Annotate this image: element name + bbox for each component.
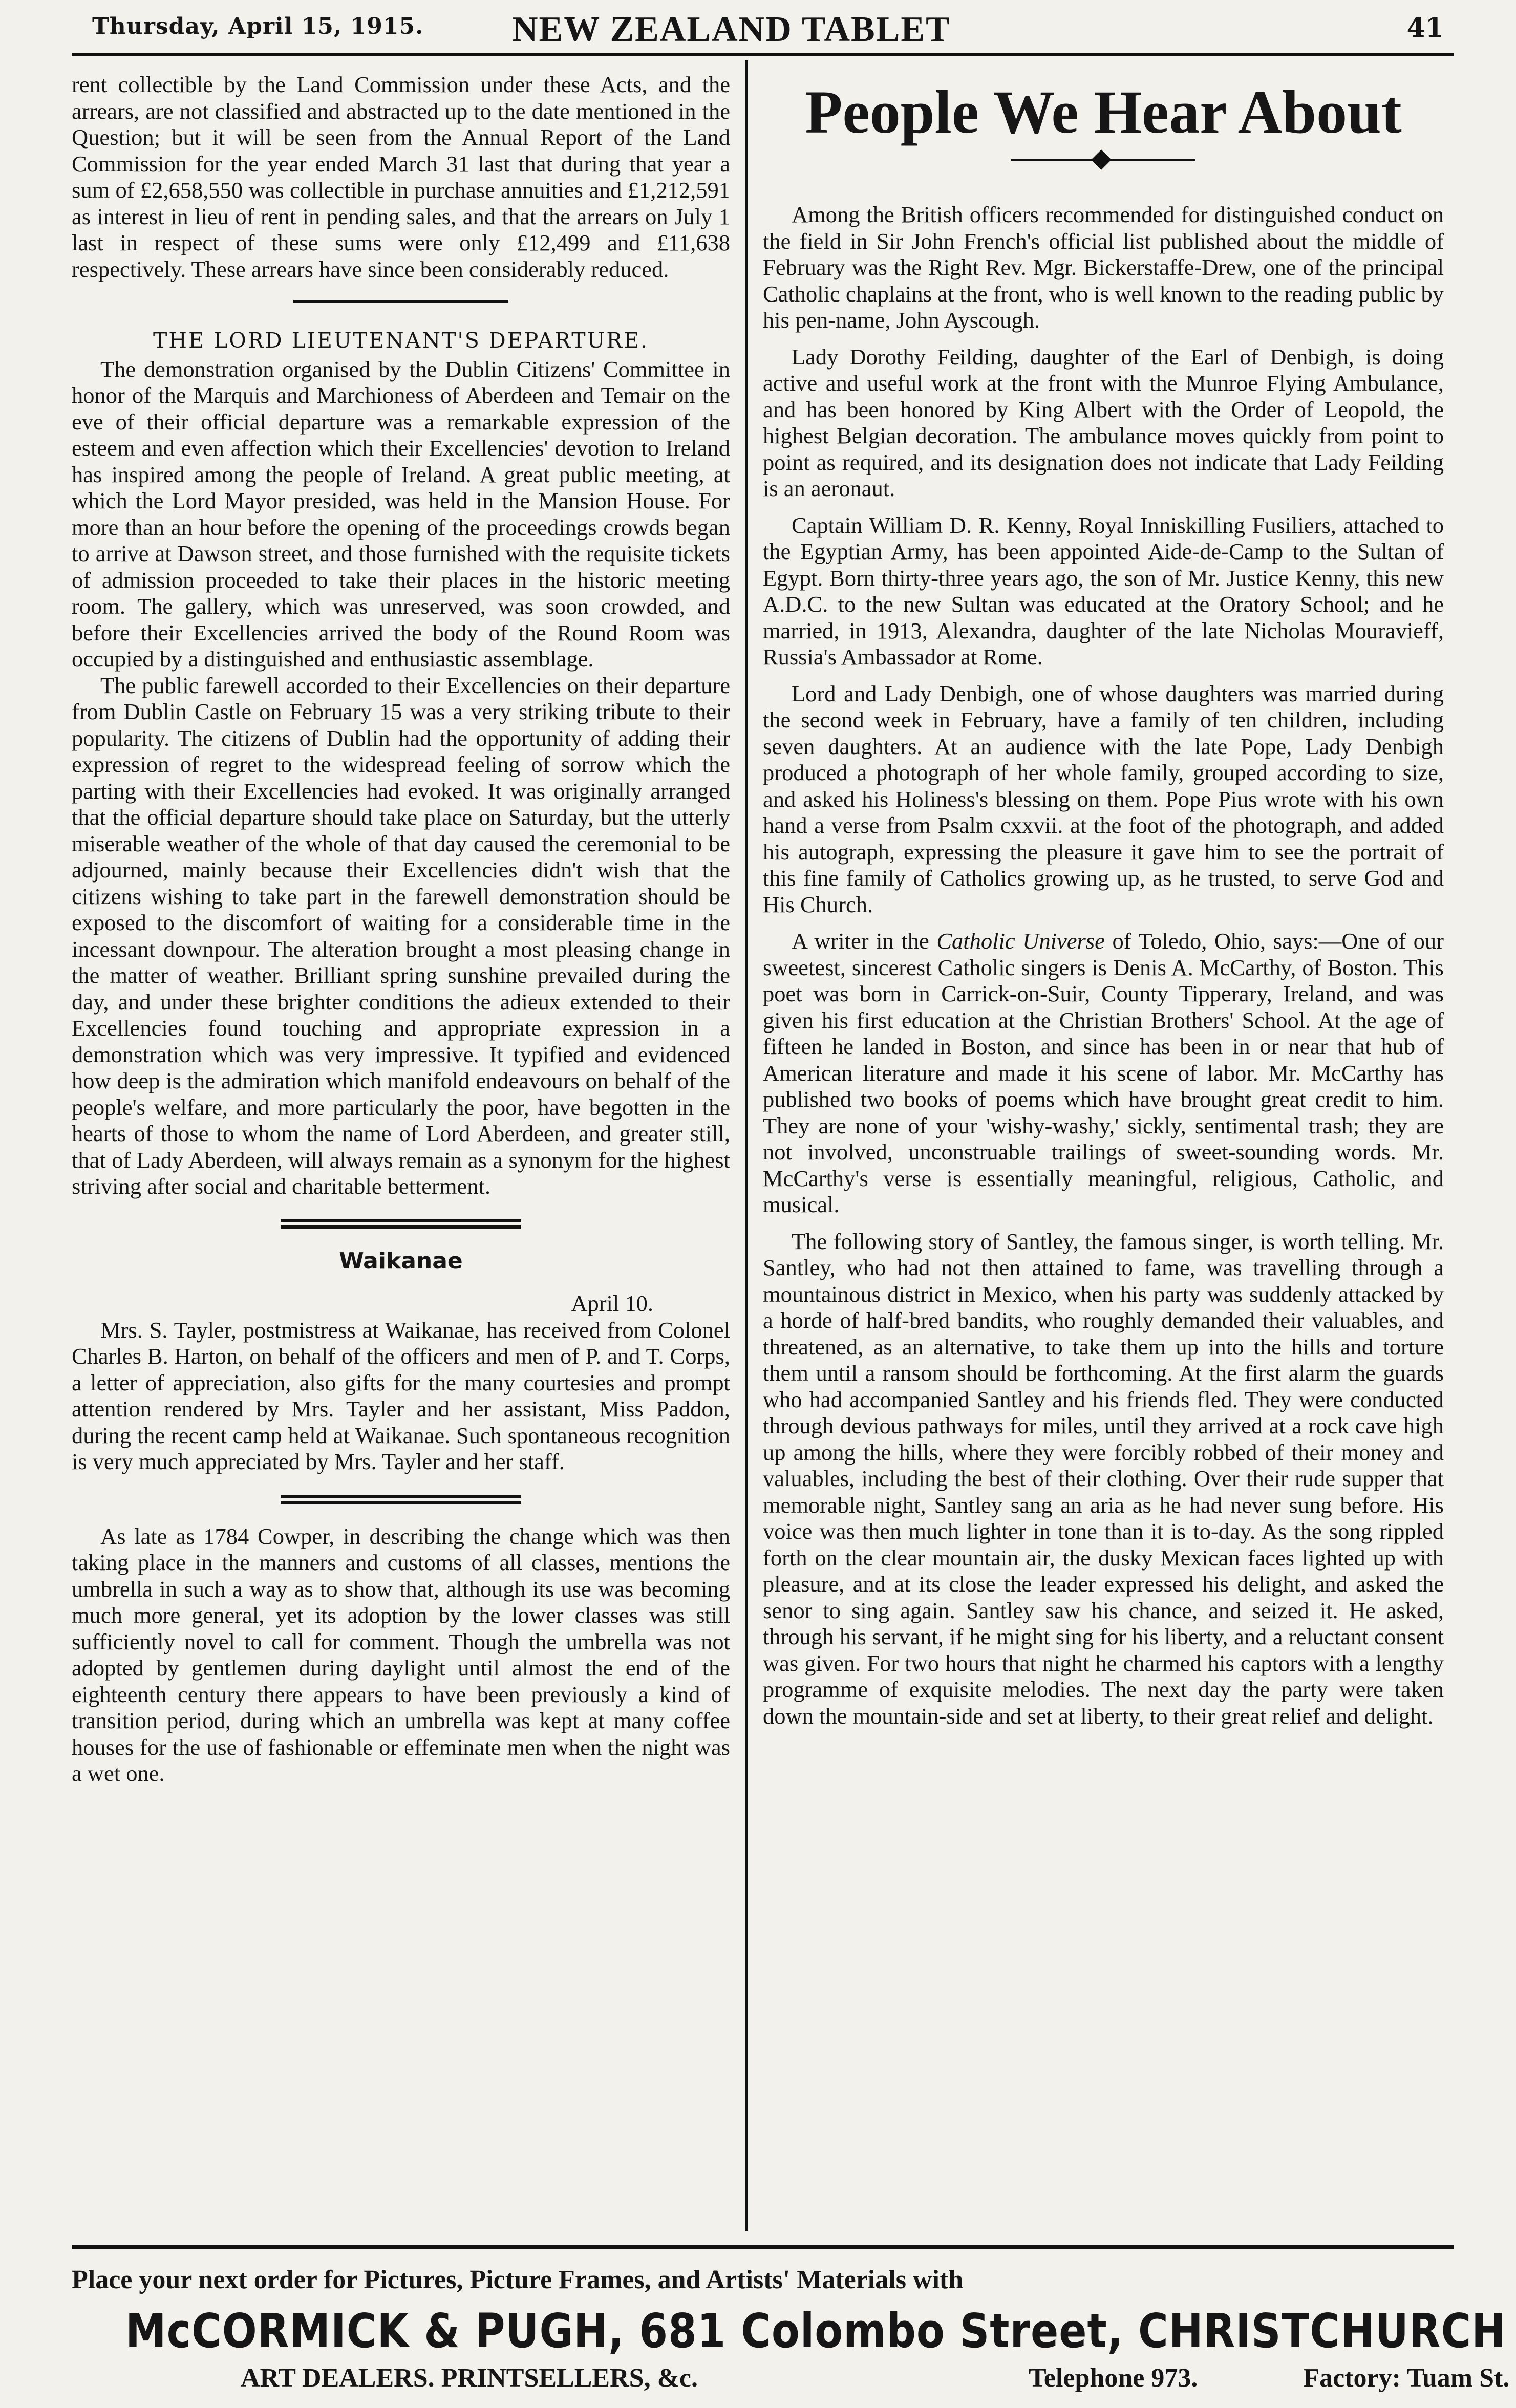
article-paragraph: Lord and Lady Denbigh, one of whose daughters was married during the second week in February, have a family of ten children, including seven daughters. At an audience with the late Pope, Lady Denbigh produced a photograph of her whole family, grouped according to size, and asked his Holiness's blessing on them. Pope Pius wrote with his own hand a verse from Psalm cxxvii. at the foot of the photograph, and added his autograph, expressing the pleasure it gave him to see the portrait of this fine family of Catholics growing up, as he trusted, to serve God and His Church. [763, 680, 1444, 917]
land-commission-text: rent collectible by the Land Commission under these Acts, and the arrears, are not classified and abstracted up to the date mentioned in the Question; but it will be seen from the Annual Report of the Land Commission for the year ended March 31 last that during that year a sum of £2,658,550 was collectible in purchase annuities and £1,212,591 as interest in lieu of rent in pending sales, and that the arrears on July 1 last in respect of these sums were only £12,499 and £11,638 respectively. These arrears have since been considerably reduced. [72, 72, 730, 282]
article-paragraph: As late as 1784 Cowper, in describing the change which was then taking place in the manners and customs of all classes, mentions the umbrella in such a way as to show that, although its use was becoming much more general, yet its adoption by the lower classes was still sufficiently novel to call for comment. Though the umbrella was not adopted by gentlemen during daylight until almost the end of the eighteenth century there appears to have been previously a kind of transition period, during which an umbrella was kept at many coffee houses for the use of fashionable or effeminate men when the night was a wet one. [72, 1523, 730, 1786]
right-column [763, 72, 1444, 1739]
advert-trade: ART DEALERS. PRINTSELLERS, &c. [241, 2363, 698, 2393]
title-ornament [1011, 149, 1195, 170]
page-header [92, 9, 1444, 54]
column-title: People We Hear About [805, 78, 1402, 146]
advert-details [241, 2363, 1510, 2393]
issue-date: Thursday, April 15, 1915. [92, 13, 424, 39]
article-paragraph: The demonstration organised by the Dublin Citizens' Committee in honor of the Marquis and Marchioness of Aberdeen and Temair on the eve of their official departure was a remarkable expression of the esteem and even affection which their Excellencies' devotion to Ireland has inspired among the people of Ireland. A great public meeting, at which the Lord Mayor presided, was held in the Mansion House. For more than an hour before the opening of the proceedings crowds began to arrive at Dawson street, and those furnished with the requisite tickets of admission proceeded to take their places in the historic meeting room. The gallery, which was unreserved, was soon crowded, and before their Excellencies arrived the body of the Round Room was occupied by a distinguished and enthusiastic assemblage. [72, 356, 730, 672]
article-paragraph: Lady Dorothy Feilding, daughter of the Earl of Denbigh, is doing active and useful work at the front with the Munroe Flying Ambulance, and has been honored by King Albert with the Order of Leopold, the highest Belgian decoration. The ambulance moves quickly from point to point as required, and its designation does not indicate that Lady Feilding is an aeronaut. [763, 343, 1444, 501]
footer-rule [72, 2245, 1454, 2249]
advert-intro: Place your next order for Pictures, Picture Frames, and Artists' Materials with [72, 2265, 964, 2294]
article-paragraph: Captain William D. R. Kenny, Royal Inniskilling Fusiliers, attached to the Egyptian Army, has been appointed Aide-de-Camp to the Sultan of Egypt. Born thirty-three years ago, the son of Mr. Justice Kenny, this new A.D.C. to the new Sultan was educated at the Oratory School; and he married, in 1913, Alexandra, daughter of the late Nicholas Mouravieff, Russia's Ambassador at Rome. [763, 512, 1444, 670]
header-rule [72, 53, 1454, 56]
section-rule [281, 1219, 521, 1229]
page-number: 41 [1406, 12, 1444, 44]
diamond-ornament-icon [1091, 149, 1112, 170]
advert-firm: McCORMICK & PUGH, 681 Colombo Street, CHRISTCHURCH [125, 2304, 1507, 2358]
masthead-title: NEW ZEALAND TABLET [512, 10, 951, 49]
article-paragraph: A writer in the Catholic Universe of Toledo, Ohio, says:—One of our sweetest, sincerest Catholic singers is Denis A. McCarthy, of Boston. This poet was born in Carrick-on-Suir, County Tipperary, Ireland, and was given his first education at the Christian Brothers' School. At the age of fifteen he landed in Boston, and since has been in or near that hub of American literature and made it his scene of labor. Mr. McCarthy has published two books of poems which have brought great credit to him. They are none of your 'wishy-washy,' sickly, sentimental trash; they are not involved, unconstruable trailings of sweet-sounding words. Mr. McCarthy's verse is essentially meaningful, religious, Catholic, and musical. [763, 928, 1444, 1217]
dateline: April 10. [571, 1291, 653, 1316]
column-divider [745, 60, 748, 2231]
left-column [72, 72, 730, 1787]
section-heading-waikanae: Waikanae [339, 1248, 463, 1274]
advert-factory: Factory: Tuam St. [1303, 2363, 1510, 2393]
section-rule [281, 1495, 521, 1504]
advert-telephone: Telephone 973. [1028, 2363, 1198, 2393]
article-paragraph: The following story of Santley, the famous singer, is worth telling. Mr. Santley, who had not then attained to fame, was travelling through a mountainous district in Mexico, when his party was suddenly attacked by a horde of half-bred bandits, who roughly demanded their valuables, and threatened, as an alternative, to take them up into the hills and torture them until a ransom should be forthcoming. At the first alarm the guards who had accompanied Santley and his friends fled. They were conducted through devious pathways for miles, until they arrived at a rock cave high up among the hills, where they were forcibly robbed of their money and valuables, including the best of their clothing. Over their rude supper that memorable night, Santley sang an aria as he had never sung before. His voice was then much lighter in tone than it is to-day. As the song rippled forth on the clear mountain air, the dusky Mexican faces lighted up with pleasure, and at its close the leader expressed his delight, and asked the senor to sing again. Santley saw his chance, and seized it. He asked, through his servant, if he might sing for his liberty, and a reluctant consent was given. For two hours that night he charmed his captors with a lengthy programme of exquisite melodies. The next day the party were taken down the mountain-side and set at liberty, to their great relief and delight. [763, 1228, 1444, 1729]
publication-name: Catholic Universe [936, 928, 1105, 954]
section-rule [293, 300, 508, 303]
article-paragraph: Among the British officers recommended for distinguished conduct on the field in Sir John French's official list published about the middle of February was the Right Rev. Mgr. Bickerstaffe-Drew, one of the principal Catholic chaplains at the front, who is well known to the reading public by his pen-name, John Ayscough. [763, 202, 1444, 333]
article-paragraph: The public farewell accorded to their Excellencies on their departure from Dublin Castle on February 15 was a very striking tribute to their popularity. The citizens of Dublin had the opportunity of adding their expression of regret to the widespread feeling of sorrow which the parting with their Excellencies had evoked. It was originally arranged that the official departure should take place on Saturday, but the utterly miserable weather of the whole of that day caused the ceremonial to be adjourned, mainly because their Excellencies didn't wish that the citizens wishing to take part in the farewell demonstration should be exposed to the discomfort of waiting for a considerable time in the incessant downpour. The alteration brought a most pleasing change in the matter of weather. Brilliant spring sunshine prevailed during the day, and under these brighter conditions the adieux extended to their Excellencies found touching and appropriate expression in a demonstration which was very impressive. It typified and evidenced how deep is the admiration which manifold endeavours on behalf of the people's welfare, and more particularly the poor, have begotten in the hearts of those to whom the name of Lord Aberdeen, and greater still, that of Lady Aberdeen, will always remain as a synonym for the highest striving after social and charitable betterment. [72, 672, 730, 1199]
article-paragraph: Mrs. S. Tayler, postmistress at Waikanae, has received from Colonel Charles B. Harton, on behalf of the officers and men of P. and T. Corps, a letter of appreciation, also gifts for the many courtesies and prompt attention rendered by Mrs. Tayler and her assistant, Miss Paddon, during the recent camp held at Waikanae. Such spontaneous recognition is very much appreciated by Mrs. Tayler and her staff. [72, 1317, 730, 1474]
section-heading-lord-lieutenant: THE LORD LIEUTENANT'S DEPARTURE. [153, 328, 649, 353]
